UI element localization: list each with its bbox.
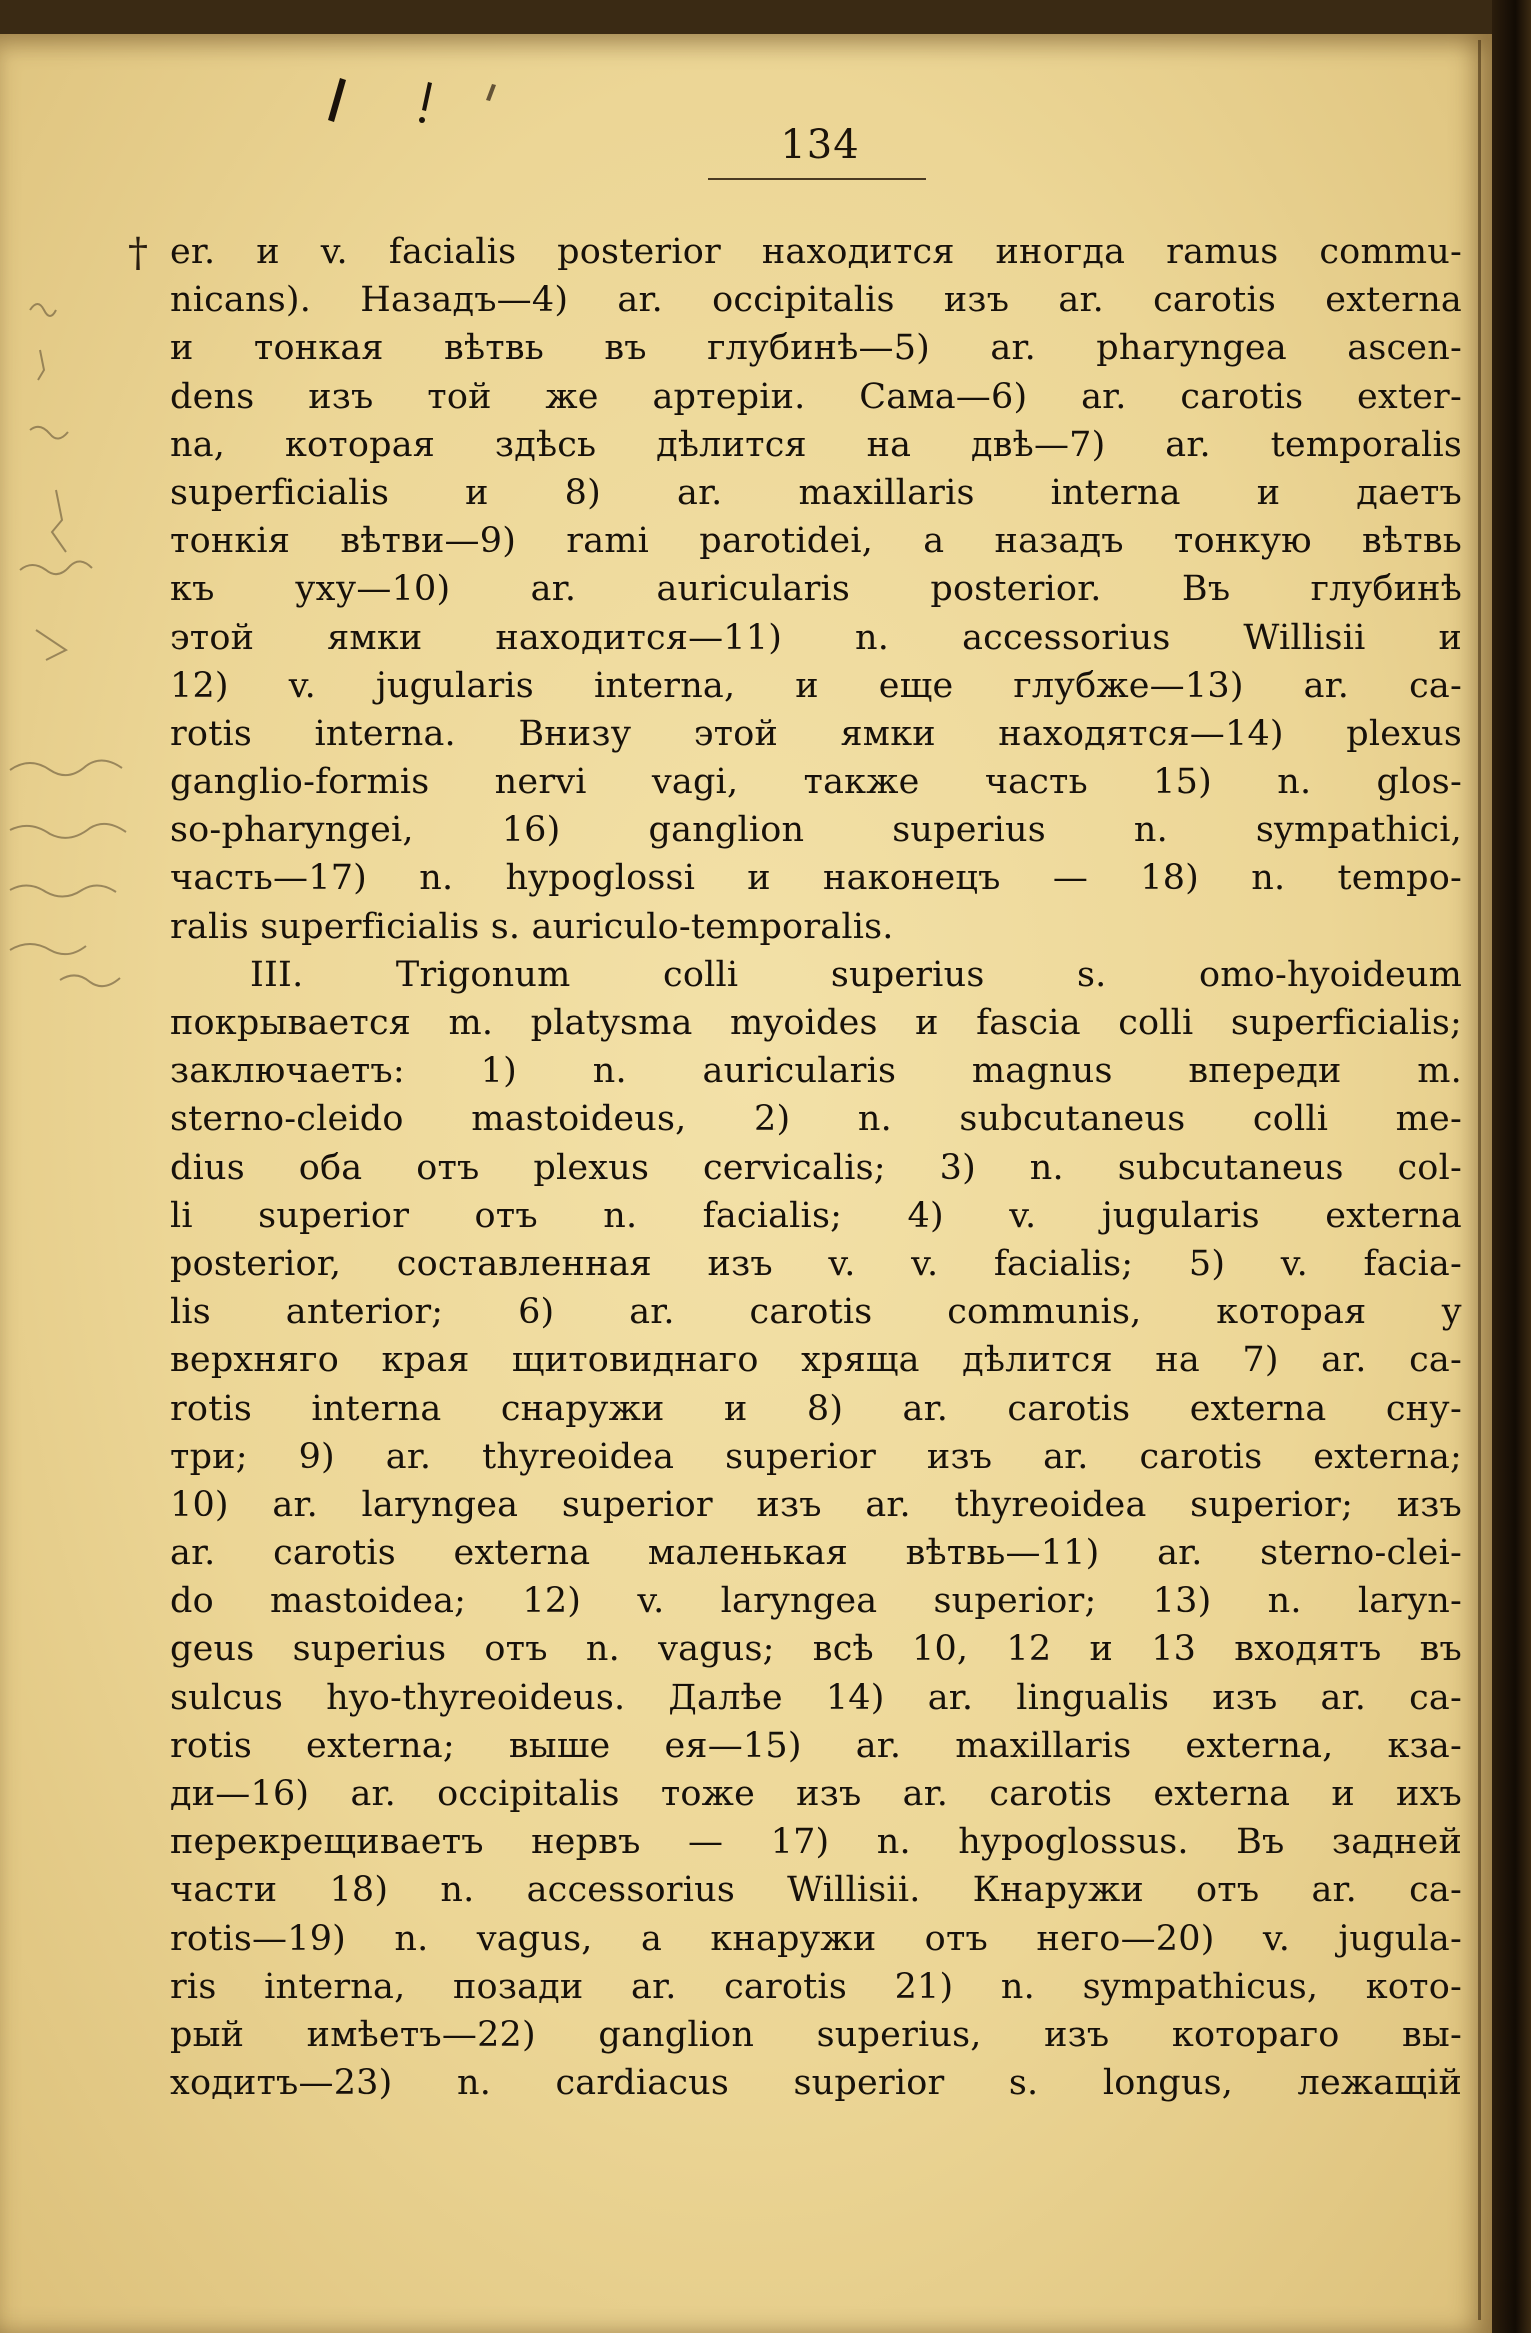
text-line: lis anterior; 6) ar. carotis communis, которая у: [170, 1292, 1462, 1333]
text-line: къ уху—10) ar. auricularis posterior. Въ глубинѣ: [170, 569, 1462, 610]
text-line: dius оба отъ plexus cervicalis; 3) n. subcutaneus col-: [170, 1147, 1462, 1188]
text-line: rotis interna. Внизу этой ямки находятся—14) plexus: [170, 713, 1462, 754]
text-line: часть—17) n. hypoglossi и наконецъ — 18) n. tempo-: [170, 858, 1462, 899]
text-line: rotis interna снаружи и 8) ar. carotis externa сну-: [170, 1388, 1462, 1429]
text-line: dens изъ той же артеріи. Сама—6) ar. carotis exter-: [170, 376, 1462, 417]
text-line: na, которая здѣсь дѣлится на двѣ—7) ar. temporalis: [170, 424, 1462, 465]
text-line: ris interna, позади ar. carotis 21) n. sympathicus, кото-: [170, 1966, 1462, 2007]
book-spine: [1492, 0, 1531, 2333]
text-line: ди—16) ar. occipitalis тоже изъ ar. carotis externa и ихъ: [170, 1774, 1462, 1814]
section-heading-line: III. Trigonum colli superius s. omo-hyoideum: [250, 954, 1462, 995]
text-line: ходитъ—23) n. cardiacus superior s. longus, лежащій: [170, 2063, 1462, 2104]
ink-marks-icon: [310, 70, 510, 130]
text-line: ralis superficialis s. auriculo-temporalis.: [170, 906, 894, 947]
page-number-rule: [708, 178, 926, 180]
text-line: so-pharyngei, 16) ganglion superius n. sympathici,: [170, 810, 1462, 851]
text-line: li superior отъ n. facialis; 4) v. jugularis externa: [170, 1195, 1462, 1236]
text-line: ar. carotis externa маленькая вѣтвь—11) ar. sterno-clei-: [170, 1533, 1462, 1574]
text-line: тонкія вѣтви—9) rami parotidei, а назадъ тонкую вѣтвь: [170, 521, 1462, 562]
text-line: geus superius отъ n. vagus; всѣ 10, 12 и 13 входятъ въ: [170, 1629, 1462, 1670]
text-line: части 18) n. accessorius Willisii. Кнаружи отъ ar. ca-: [170, 1870, 1462, 1911]
text-line: и тонкая вѣтвь въ глубинѣ—5) ar. pharyngea ascen-: [170, 328, 1462, 369]
text-line: do mastoidea; 12) v. laryngea superior; 13) n. laryn-: [170, 1581, 1462, 1622]
text-line: покрывается m. platysma myoides и fascia colli superficialis;: [170, 1003, 1462, 1043]
text-line: перекрещиваетъ нервъ — 17) n. hypoglossus. Въ задней: [170, 1822, 1462, 1863]
margin-cross-icon: †: [128, 230, 148, 276]
body-text: [170, 228, 1462, 2107]
text-line: sterno-cleido mastoideus, 2) n. subcutaneus colli me-: [170, 1099, 1462, 1140]
text-line: posterior, составленная изъ v. v. facialis; 5) v. facia-: [170, 1243, 1462, 1284]
text-line: nicans). Назадъ—4) ar. occipitalis изъ ar. carotis externa: [170, 280, 1462, 321]
text-line: заключаетъ: 1) n. auricularis magnus впереди m.: [170, 1051, 1462, 1092]
text-line: rotis externa; выше ея—15) ar. maxillaris externa, кза-: [170, 1725, 1462, 1766]
page-edge-shadow: [1478, 40, 1481, 2320]
text-line: 12) v. jugularis interna, и еще глубже—13) ar. ca-: [170, 665, 1462, 706]
text-line: rotis—19) n. vagus, а кнаружи отъ него—20) v. jugula-: [170, 1918, 1462, 1959]
text-line: er. и v. facialis posterior находится иногда ramus commu-: [170, 232, 1462, 272]
text-line: sulcus hyo-thyreoideus. Далѣе 14) ar. lingualis изъ ar. ca-: [170, 1677, 1462, 1718]
text-line: верхняго края щитовиднаго хряща дѣлится на 7) ar. ca-: [170, 1340, 1462, 1381]
text-line: superficialis и 8) ar. maxillaris interna и даетъ: [170, 472, 1462, 513]
margin-pencil-scribble-icon: [0, 250, 170, 1010]
text-line: три; 9) ar. thyreoidea superior изъ ar. carotis externa;: [170, 1436, 1462, 1477]
text-line: этой ямки находится—11) n. accessorius Willisii и: [170, 617, 1462, 658]
page-number: 134: [780, 122, 860, 168]
text-line: 10) ar. laryngea superior изъ ar. thyreoidea superior; изъ: [170, 1484, 1462, 1525]
text-line: рый имѣетъ—22) ganglion superius, изъ котораго вы-: [170, 2014, 1462, 2055]
text-line: ganglio-formis nervi vagi, также часть 15) n. glos-: [170, 762, 1462, 803]
